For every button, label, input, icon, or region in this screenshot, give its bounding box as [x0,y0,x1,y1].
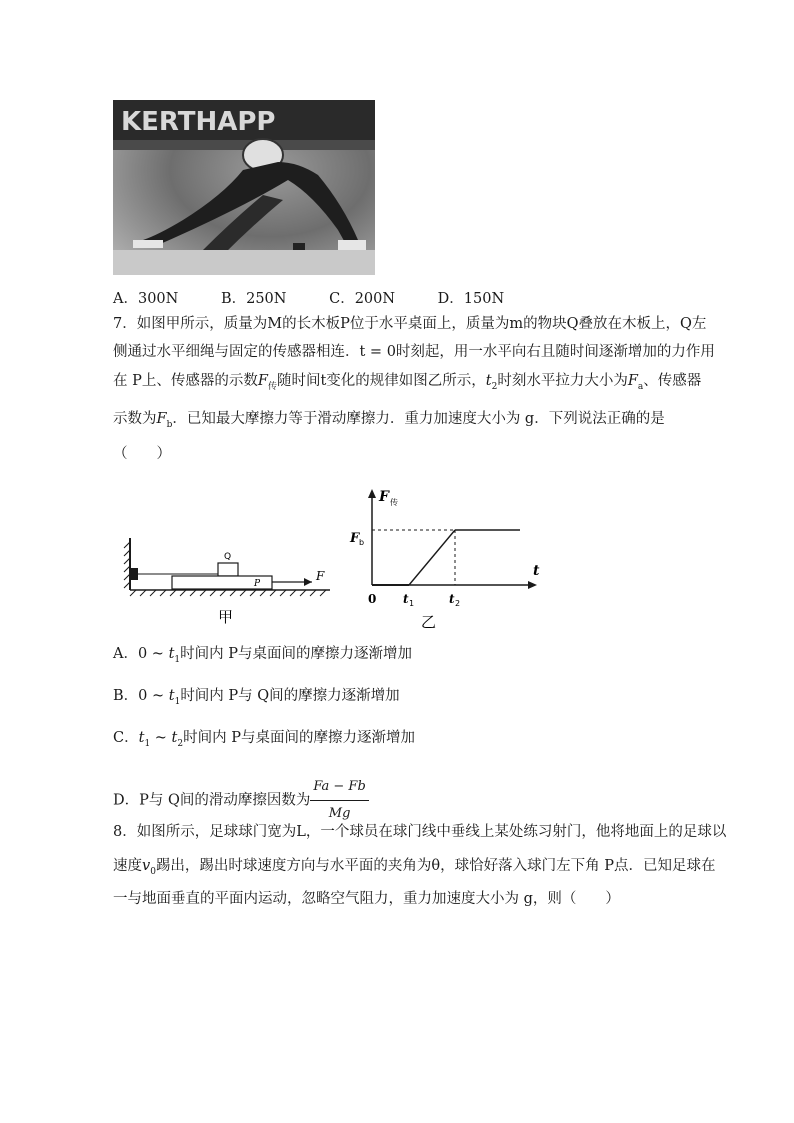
q7-line1: 7．如图甲所示，质量为M的长木板P位于水平桌面上，质量为m的物块Q叠放在木板上，Q左 [113,316,707,332]
choice-b-t: t [168,688,175,704]
fb-sub: b [166,419,173,430]
choice-c-t2: t [171,730,178,746]
board-p-label: P [254,579,261,589]
q6-option-c: C．200N [329,291,396,307]
q7-line3-a: 在 P上、传感器的示数 [113,373,258,389]
choice-b-sub: 1 [174,696,181,707]
y-axis-sub: 传 [390,498,398,507]
skater-photo [113,100,375,275]
q7-line2: 侧通过水平细绳与固定的传感器相连．t = 0时刻起，用一水平向右且随时间逐渐增加的力作用 [113,344,715,360]
v0-sub: 0 [150,866,156,877]
choice-d-fraction [310,774,368,827]
choice-a-t: t [168,646,175,662]
origin-label: 0 [368,592,377,606]
fb-symbol: F [156,411,167,427]
q8-line3: 一与地面垂直的平面内运动，忽略空气阻力，重力加速度大小为 g，则（ ） [113,891,620,907]
v0-symbol: v [142,858,151,874]
choice-c-sub2: 2 [177,738,184,749]
t2-sub: 2 [491,381,498,392]
block-q-label: Q [224,552,232,562]
choice-c-prefix: C． [113,730,139,746]
t1-sub: 1 [409,599,415,608]
choice-c-sub1: 1 [144,738,151,749]
fb-tick-label: F [350,531,360,546]
q7-choice-b [113,686,400,712]
q7-choice-d [113,774,369,827]
choice-a-text: 时间内 P与桌面间的摩擦力逐渐增加 [180,646,413,662]
y-axis-label: F [379,489,389,505]
q7-line4 [113,409,665,435]
x-axis-label: t [533,563,540,579]
figure-jia-caption: 甲 [218,608,234,626]
segment-rising [409,530,455,585]
fa-symbol: F [627,373,638,389]
fb-tick-sub: b [359,538,365,547]
q7-line4-b: ．已知最大摩擦力等于滑动摩擦力．重力加速度大小为 g．下列说法正确的是 [172,411,665,427]
q8-line2-b: 踢出，踢出时球速度方向与水平面的夹角为θ，球恰好落入球门左下角 P点．已知足球在 [155,858,716,874]
q7-answer-bracket: （ ） [113,446,171,462]
x-axis-arrowhead [528,581,537,589]
choice-d-text: D．P与 Q间的滑动摩擦因数为 [113,792,311,809]
q6-option-b: B．250N [220,291,287,307]
q7-choice-a [113,644,412,670]
force-label: F [316,569,325,583]
figure-jia [120,530,340,630]
q7-line3-c: 时刻水平拉力大小为 [497,373,628,389]
q6-option-d: D．150N [437,291,505,307]
q6-options [113,287,542,308]
q8-line1: 8．如图所示，足球球门宽为L，一个球员在球门线中垂线上某处练习射门，他将地面上的足球以 [113,824,727,840]
sensor-block [131,568,138,580]
t2-label: t [449,592,455,606]
f-sensor-symbol: F [257,373,268,389]
f-sensor-sub: 传 [267,381,277,392]
fa-sub: a [637,381,644,392]
choice-b-text: 时间内 P与 Q间的摩擦力逐渐增加 [180,688,400,704]
fraction-numerator: Fa − Fb [310,774,368,801]
q7-line3 [113,371,701,397]
figure-yi [345,485,545,635]
t2-sub: 2 [455,599,461,608]
y-axis-arrowhead [368,489,376,498]
choice-a-prefix: A．0 ~ [113,646,169,662]
q7-line3-d: 、传感器 [643,373,702,389]
q7-choice-c [113,728,415,754]
choice-a-sub: 1 [174,654,181,665]
choice-c-mid: ~ [150,730,172,746]
t1-label: t [403,592,409,606]
q7-line4-a: 示数为 [113,411,157,427]
photo-banner-text: KERTHAPP [121,107,276,137]
q6-option-a: A．300N [113,291,179,307]
q7-line3-b: 随时间t变化的规律如图乙所示， [276,373,486,389]
t2-symbol: t [485,373,492,389]
q8-line2 [113,856,716,882]
choice-b-prefix: B．0 ~ [113,688,169,704]
choice-c-t1: t [138,730,145,746]
fraction-denominator: Mg [328,806,351,821]
choice-c-text: 时间内 P与桌面间的摩擦力逐渐增加 [183,730,415,746]
force-arrowhead [304,578,312,586]
figure-yi-caption: 乙 [421,613,437,631]
block-q [218,563,238,576]
q8-line2-a: 速度 [113,858,142,874]
